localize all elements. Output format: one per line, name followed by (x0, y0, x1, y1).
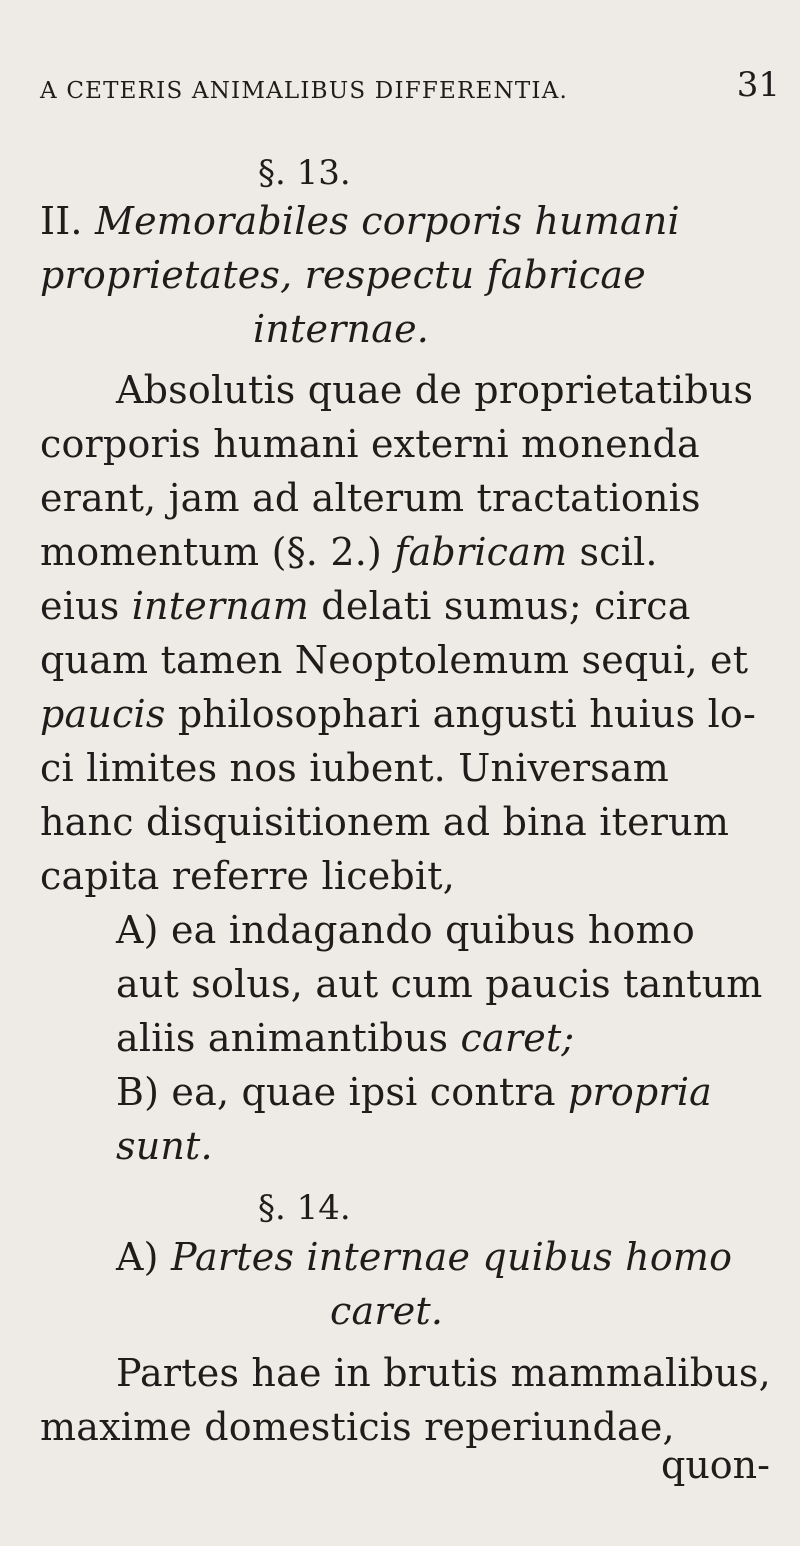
text-line (40, 691, 756, 737)
list-item-a: A) ea indagando quibus homo (116, 908, 695, 952)
text-line: hanc disquisitionem ad bina iterum (40, 800, 730, 844)
section-heading-line (40, 198, 680, 244)
section-heading-line: proprietates, respectu fabricae (40, 253, 646, 297)
text-line: ci limites nos iubent. Universam (40, 746, 669, 790)
text-line: erant, jam ad alterum tractationis (40, 476, 701, 520)
text-line: maxime domesticis reperiundae, (40, 1405, 675, 1449)
emphasis-paucis: paucis (40, 692, 166, 736)
section-heading-line: internae. (253, 307, 430, 351)
catchword: quon- (661, 1443, 770, 1487)
text-line: corporis humani externi monenda (40, 422, 700, 466)
emphasis-fabricam: fabricam (394, 530, 568, 574)
text-line: Partes hae in brutis mammalibus, (116, 1351, 771, 1395)
page-number: 31 (736, 65, 780, 105)
text-span: momentum (§. 2.) (40, 530, 395, 574)
section-heading-line: caret. (330, 1289, 444, 1333)
emphasis-propria: propria (567, 1070, 713, 1114)
text-line (116, 1015, 574, 1061)
list-item-b (116, 1069, 712, 1115)
text-span: eius (40, 584, 132, 628)
heading-numeral: II. (40, 199, 83, 243)
heading-text: Memorabiles corporis humani (94, 199, 680, 243)
text-span: B) ea, quae ipsi contra (116, 1070, 568, 1114)
emphasis-caret: caret; (460, 1016, 575, 1060)
text-line: Absolutis quae de proprietatibus (116, 368, 754, 412)
text-line (40, 583, 691, 629)
text-line: aut solus, aut cum paucis tantum (116, 962, 763, 1006)
heading-prefix: A) (116, 1235, 171, 1279)
section-heading-line (116, 1234, 732, 1280)
emphasis-internam: internam (131, 584, 310, 628)
section-number-14: §. 14. (258, 1188, 351, 1228)
text-span: delati sumus; circa (309, 584, 691, 628)
text-line: capita referre licebit, (40, 854, 456, 898)
running-title: A CETERIS ANIMALIBUS DIFFERENTIA. (40, 78, 569, 104)
section-number-13: §. 13. (258, 153, 351, 193)
text-span: aliis animantibus (116, 1016, 461, 1060)
text-line: quam tamen Neoptolemum sequi, et (40, 638, 749, 682)
text-span: scil. (567, 530, 658, 574)
text-line (40, 529, 658, 575)
heading-text: Partes internae quibus homo (170, 1235, 733, 1279)
text-span: philosophari angusti huius lo- (165, 692, 757, 736)
text-line: sunt. (116, 1124, 213, 1168)
